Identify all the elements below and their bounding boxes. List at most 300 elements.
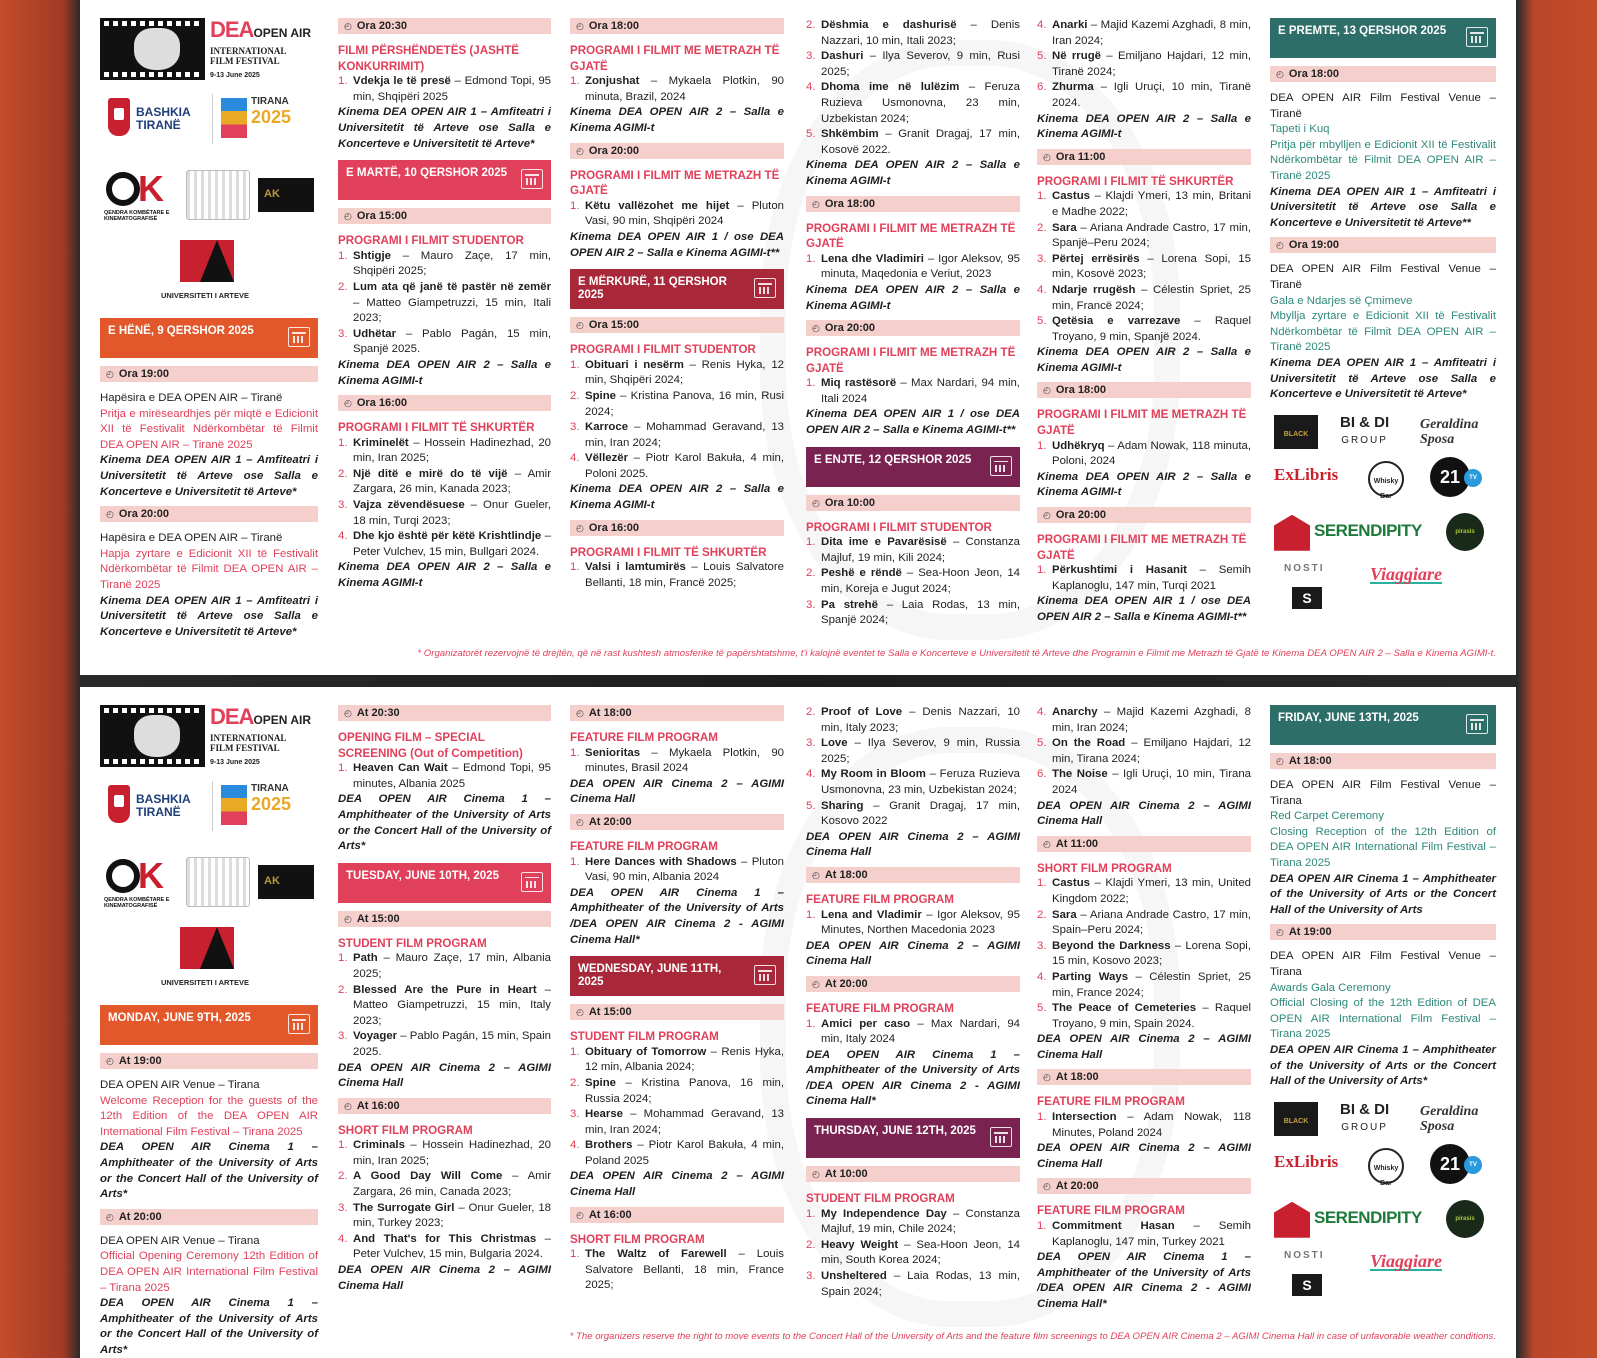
dea-logo-film-festival: FILM FESTIVAL <box>210 56 280 66</box>
film-entry <box>338 1138 551 1169</box>
schedule-panel-english <box>80 687 1516 1358</box>
film-entry <box>570 1138 784 1169</box>
film-entry <box>806 1269 1020 1300</box>
film-details: – Igor Aleksov, 95 Minutes, Northen Macedonia 2023 <box>821 908 1020 937</box>
time-slot: ◴ At 20:00 <box>806 976 1020 992</box>
film-details: – Granit Dragaj, 17 min, Kosovo 2022 <box>821 799 1020 828</box>
ak-logo: AK <box>258 865 314 899</box>
film-entry <box>806 736 1020 767</box>
time-slot: ◴ Ora 18:00 <box>1037 382 1251 398</box>
day-header-wednesday: WEDNESDAY, JUNE 11TH, 2025 <box>570 956 784 996</box>
film-title: Miq rastësorë <box>821 377 897 390</box>
film-number: 1. <box>1037 1220 1047 1233</box>
film-list <box>806 535 1020 629</box>
program-title: PROGRAMI I FILMIT TË SHKURTËR <box>570 545 767 559</box>
film-title: Obituari i nesërm <box>585 358 684 371</box>
film-details: – Klajdi Ymeri, 13 min, Britani e Madhe 2022; <box>1052 190 1251 218</box>
venue-detail: Kinema DEA OPEN AIR 2 – Salla e Kinema AGIMI-t <box>338 561 551 590</box>
film-title: Criminals <box>353 1139 405 1152</box>
program-title: PROGRAMI I FILMIT TË SHKURTËR <box>1037 174 1234 188</box>
film-number: 1. <box>570 199 580 212</box>
ministry-building-logo <box>186 170 250 220</box>
viaggiare-logo: Viaggiare <box>1370 563 1443 584</box>
film-entry <box>338 74 551 105</box>
time-slot: ◴ Ora 16:00 <box>338 395 551 411</box>
program-title: FEATURE FILM PROGRAM <box>1037 1204 1185 1218</box>
film-details: – Célestin Spriet, 25 min, Francë 2024; <box>1052 283 1251 312</box>
film-entry <box>570 855 784 886</box>
venue: DEA OPEN AIR Film Festival Venue – Tiranë <box>1270 263 1496 291</box>
film-number: 1. <box>570 855 580 868</box>
film-title: On the Road <box>1052 737 1126 750</box>
film-list <box>338 951 551 1060</box>
partner-logos <box>100 705 318 997</box>
time-slot: ◴ Ora 18:00 <box>806 196 1020 212</box>
program-title: PROGRAMI I FILMIT ME METRAZH TË GJATË <box>570 168 780 198</box>
film-number: 1. <box>570 1045 580 1058</box>
filmstrip-icon <box>100 18 205 80</box>
film-title: Sara <box>1052 221 1077 234</box>
venue: DEA OPEN AIR Film Festival Venue – Tiranë <box>1270 92 1496 120</box>
film-list <box>806 705 1020 830</box>
dea-logo-text: DEA <box>210 704 254 729</box>
event-title: Hapja zyrtare e Edicionit XII të Festivalit Ndërkombëtar të Filmit DEA OPEN AIR – Tiranë 2025 <box>100 547 318 591</box>
film-number: 4. <box>338 530 348 543</box>
film-number: 2. <box>1037 221 1047 234</box>
film-details: – Edmond Topi, 95 min, Shqipëri 2025 <box>353 75 551 103</box>
time-slot: ◴ Ora 11:00 <box>1037 149 1251 165</box>
day-header-wednesday: E MËRKURË, 11 QERSHOR 2025 <box>570 269 784 309</box>
film-entry <box>806 535 1020 566</box>
film-list <box>570 1045 784 1170</box>
film-title: Dëshmia e dashurisë <box>821 19 957 31</box>
sponsor-logos <box>1270 415 1496 615</box>
column-5 <box>1037 705 1251 1313</box>
venue-detail: DEA OPEN AIR Cinema 2 – AGIMI Cinema Hall <box>806 830 1020 859</box>
film-number: 1. <box>570 1248 580 1261</box>
whisky-bar-logo: Whisky Bar <box>1368 1148 1404 1184</box>
film-entry <box>570 74 784 105</box>
film-title: Kriminelët <box>353 436 409 449</box>
film-title: My Independence Day <box>821 1207 947 1220</box>
time-slot: ◴ At 16:00 <box>570 1207 784 1223</box>
film-entry <box>570 1076 784 1107</box>
program-title: SHORT FILM PROGRAM <box>570 1232 705 1246</box>
event-subtitle: Gala e Ndarjes së Çmimeve <box>1270 294 1413 307</box>
film-title: Lena and Vladimir <box>821 908 922 921</box>
film-entry <box>338 1029 551 1060</box>
calendar-icon <box>521 169 543 189</box>
film-entry <box>806 598 1020 629</box>
film-entry <box>338 983 551 1030</box>
film-entry <box>570 451 784 482</box>
qkk-text: QENDRA KOMBËTARE E KINEMATOGRAFISË <box>104 210 170 222</box>
film-details: – Onur Gueler, 18 min, Turqi 2023; <box>353 499 551 527</box>
day-header-tuesday: E MARTË, 10 QERSHOR 2025 <box>338 160 551 200</box>
film-title: Këtu vallëzohet me hijet <box>585 199 730 212</box>
time-slot: ◴ At 18:00 <box>1270 753 1496 769</box>
venue-detail: Kinema DEA OPEN AIR 1 – Amfiteatri i Universitetit të Arteve ose Salla e Koncerteve e Universitetit të Arteve* <box>100 594 318 638</box>
venue-detail: DEA OPEN AIR Cinema 2 – AGIMI Cinema Hall <box>1037 1033 1251 1061</box>
film-number: 3. <box>338 1201 348 1214</box>
film-list <box>570 560 784 591</box>
venue-detail: DEA OPEN AIR Cinema 1 – Amphitheater of the University of Arts or the Concert Hall of the University of Arts* <box>100 1141 318 1201</box>
film-number: 2. <box>338 983 348 996</box>
film-entry <box>338 761 551 792</box>
film-title: Path <box>353 952 378 965</box>
venue-detail: DEA OPEN AIR Cinema 2 – AGIMI Cinema Hall <box>570 1170 784 1199</box>
footnote: * The organizers reserve the right to move events to the Concert Hall of the University of Arts and the feature film screenings to DEA OPEN AIR Cinema 2 – AGIMI Cinema Hall in case of unfavorable weather conditions. <box>569 1331 1496 1342</box>
film-number: 1. <box>1037 1111 1047 1124</box>
bidi-group-logo: BI & DI GROUP <box>1340 413 1390 446</box>
film-title: My Room in Bloom <box>821 768 926 781</box>
film-title: Përkushtimi i Hasanit <box>1052 564 1187 577</box>
film-title: Zhurma <box>1052 81 1094 94</box>
film-details: – Peter Vulchev, 15 min, Bullgari 2024. <box>353 530 552 558</box>
universiteti-arteve-logo <box>150 240 260 306</box>
film-number: 3. <box>570 421 580 434</box>
film-entry <box>1037 736 1251 767</box>
film-title: Karroce <box>585 421 629 434</box>
film-details: – Raquel Troyano, 9 min, Spanjë 2024. <box>1052 315 1251 343</box>
day-header-thursday: E ENJTE, 12 QERSHOR 2025 <box>806 447 1020 487</box>
film-entry <box>806 376 1020 407</box>
sposa-logo: Geraldina Sposa <box>1420 1103 1479 1135</box>
film-details: – Mohammad Geravand, 13 min, Iran 2024; <box>585 1108 784 1136</box>
film-number: 4. <box>1037 19 1047 31</box>
shield-icon <box>108 98 130 136</box>
film-list <box>338 249 551 358</box>
venue-detail: DEA OPEN AIR Cinema 2 – AGIMI Cinema Hall <box>338 1264 551 1292</box>
film-entry <box>806 127 1020 158</box>
film-details: – Renis Hyka, 12 min, Albania 2024; <box>585 1045 784 1074</box>
time-slot: ◴ Ora 18:00 <box>1270 66 1496 82</box>
film-list <box>570 746 784 777</box>
film-title: Beyond the Darkness <box>1052 939 1171 952</box>
film-list <box>338 436 551 561</box>
film-entry <box>1037 1001 1251 1032</box>
event-subtitle: Red Carpet Ceremony <box>1270 810 1384 823</box>
capital-text: TIRANA <box>251 783 289 794</box>
venue-detail: Kinema DEA OPEN AIR 2 – Salla e Kinema AGIMI-t <box>1037 470 1251 499</box>
time-slot: ◴ At 16:00 <box>338 1098 551 1114</box>
film-entry <box>338 529 551 560</box>
venue-detail: Kinema DEA OPEN AIR 2 – Salla e Kinema AGIMI-t <box>338 358 551 387</box>
film-entry <box>1037 970 1251 1001</box>
film-title: Peshë e rëndë <box>821 567 902 580</box>
film-entry <box>806 49 1020 80</box>
film-details: – Semih Kaplanoglu, 147 min, Turkey 2021 <box>1052 1220 1252 1248</box>
calendar-icon <box>288 327 310 347</box>
film-entry <box>570 560 784 591</box>
film-details: – Amir Zargara, 26 min, Kanada 2023; <box>353 467 551 496</box>
film-entry <box>338 1201 551 1232</box>
film-title: Voyager <box>353 1030 398 1043</box>
program-title: PROGRAMI I FILMIT ME METRAZH TË GJATË <box>806 221 1016 251</box>
film-details: – Emiljano Hajdari, 12 min, Tirana 2024; <box>1052 737 1251 765</box>
film-number: 1. <box>1037 877 1047 890</box>
film-list <box>338 761 551 792</box>
sponsor-logos <box>1270 1102 1496 1302</box>
venue: Hapësira e DEA OPEN AIR – Tiranë <box>100 392 283 404</box>
time-slot: ◴ At 18:00 <box>570 705 784 721</box>
film-entry <box>806 767 1020 798</box>
film-number: 1. <box>806 908 816 921</box>
film-title: Përtej errësirës <box>1052 252 1140 265</box>
pirasis-logo: pirasis <box>1446 513 1484 551</box>
program-title: SHORT FILM PROGRAM <box>1037 861 1172 875</box>
film-number: 4. <box>338 1232 348 1245</box>
film-number: 2. <box>338 1170 348 1183</box>
film-list <box>806 908 1020 939</box>
film-list <box>806 1017 1020 1048</box>
time-slot: ◴ At 15:00 <box>570 1004 784 1020</box>
time-slot: ◴ At 18:00 <box>806 867 1020 883</box>
event-title: Mbyllja zyrtare e Edicionit XII të Festivalit Ndërkombëtar të Filmit DEA OPEN AIR – Tiranë 2025 <box>1270 310 1496 354</box>
sponsor-logo: BLACK <box>1274 1102 1318 1136</box>
venue-detail: Kinema DEA OPEN AIR 1 / ose DEA OPEN AIR 2 – Salla e Kinema AGIMI-t** <box>806 408 1020 437</box>
time-slot: ◴ Ora 19:00 <box>1270 237 1496 253</box>
filmstrip-icon <box>100 705 205 767</box>
calendar-icon <box>754 965 776 985</box>
tirane-text: TIRANË <box>136 118 181 132</box>
film-entry <box>338 1232 551 1263</box>
film-title: Vajza zëvendësuese <box>353 499 465 512</box>
film-number: 3. <box>806 737 816 750</box>
film-title: Unsheltered <box>821 1270 887 1283</box>
column-6 <box>1270 18 1496 615</box>
day-header-tuesday: TUESDAY, JUNE 10TH, 2025 <box>338 863 551 903</box>
program-title: FILMI PËRSHËNDETËS (JASHTË KONKURRIMIT) <box>338 44 520 73</box>
film-entry <box>1037 18 1251 49</box>
film-title: The Peace of Cemeteries <box>1052 1002 1197 1015</box>
film-title: Commitment Hasan <box>1052 1220 1175 1233</box>
program-title: STUDENT FILM PROGRAM <box>806 1192 955 1206</box>
film-details: – Majid Kazemi Azghadi, 8 min, Iran 2024; <box>1052 706 1251 734</box>
film-title: Intersection <box>1052 1111 1117 1124</box>
film-number: 4. <box>570 1139 580 1152</box>
film-entry <box>1037 439 1251 470</box>
film-list <box>570 358 784 483</box>
film-number: 1. <box>806 1017 816 1030</box>
film-details: – Amir Zargara, 26 min, Canada 2023; <box>353 1170 551 1199</box>
column-5 <box>1037 18 1251 626</box>
film-details: – Ilya Severov, 9 min, Rusi 2025; <box>821 50 1020 78</box>
film-number: 4. <box>570 452 580 465</box>
time-slot: ◴ Ora 15:00 <box>338 208 551 224</box>
film-number: 3. <box>570 1108 580 1121</box>
film-number: 3. <box>338 499 348 512</box>
film-list <box>1037 705 1251 799</box>
venue: Hapësira e DEA OPEN AIR – Tiranë <box>100 532 283 545</box>
time-slot: ◴ Ora 18:00 <box>570 18 784 34</box>
program-title: STUDENT FILM PROGRAM <box>570 1030 719 1044</box>
time-slot: ◴ At 19:00 <box>100 1053 318 1069</box>
film-number: 4. <box>806 768 816 781</box>
film-details: – Ilya Severov, 9 min, Russia 2025; <box>821 737 1020 765</box>
film-list <box>338 1138 551 1263</box>
column-4 <box>806 705 1020 1300</box>
film-details: – Raquel Troyano, 9 min, Spain 2024. <box>1052 1002 1251 1030</box>
film-entry <box>806 566 1020 597</box>
universiteti-arteve-logo <box>150 927 260 993</box>
film-details: – Igor Aleksov, 95 minuta, Maqedonia e Veriut, 2023 <box>821 252 1020 281</box>
film-details: – Mauro Zaçe, 17 min, Shqipëri 2025; <box>353 249 551 278</box>
film-entry <box>1037 939 1251 970</box>
film-number: 1. <box>1037 564 1047 577</box>
film-title: Sara <box>1052 908 1077 921</box>
film-title: Një ditë e mirë do të vijë <box>353 467 508 480</box>
film-details: – Granit Dragaj, 17 min, Kosovë 2022. <box>821 128 1020 156</box>
film-title: And That's for This Christmas <box>353 1232 537 1245</box>
event-title: Official Opening Ceremony 12th Edition of DEA OPEN AIR International Film Festival – Tirana 2025 <box>100 1250 318 1294</box>
film-details: – Laia Rodas, 13 min, Spanjë 2024; <box>821 598 1020 627</box>
film-number: 5. <box>806 128 816 141</box>
film-entry <box>1037 314 1251 345</box>
film-entry <box>1037 908 1251 939</box>
film-entry <box>1037 767 1251 798</box>
program-title: SHORT FILM PROGRAM <box>338 1123 473 1137</box>
film-title: Spine <box>585 1076 617 1089</box>
bashkia-tirane-logo <box>108 96 203 140</box>
dea-logo <box>100 18 315 82</box>
capital-year: 2025 <box>251 106 292 127</box>
film-details: – Pablo Pagán, 15 min, Spanjë 2025. <box>353 327 551 356</box>
film-title: Anarchy <box>1052 706 1098 718</box>
film-details: – Sea-Hoon Jeon, 14 min, Koreja e Jugut 2024; <box>821 567 1020 596</box>
film-entry <box>806 1207 1020 1238</box>
venue-detail: Kinema DEA OPEN AIR 2 – Salla e Kinema AGIMI-t <box>1037 346 1251 374</box>
column-2 <box>338 18 551 592</box>
film-number: 2. <box>806 19 816 31</box>
time-slot: ◴ Ora 16:00 <box>570 520 784 536</box>
day-header-thursday: THURSDAY, JUNE 12TH, 2025 <box>806 1118 1020 1158</box>
film-number: 2. <box>570 1076 580 1089</box>
time-slot: ◴ At 11:00 <box>1037 836 1251 852</box>
film-entry <box>570 1247 784 1294</box>
venue-detail: Kinema DEA OPEN AIR 2 – Salla e Kinema AGIMI-t <box>570 106 784 134</box>
venue-detail: Kinema DEA OPEN AIR 2 – Salla e Kinema AGIMI-t <box>1037 112 1251 141</box>
tirane-text: TIRANË <box>136 805 181 819</box>
film-list <box>1037 439 1251 470</box>
film-list <box>1037 1219 1251 1250</box>
film-details: – Max Nardari, 94 min, Italy 2024 <box>821 1017 1020 1046</box>
time-slot: ◴ At 15:00 <box>338 911 551 927</box>
time-slot: ◴ At 20:00 <box>100 1209 318 1225</box>
film-list <box>806 376 1020 407</box>
film-number: 2. <box>806 706 816 718</box>
film-details: – Hossein Hadinezhad, 20 min, Iran 2025; <box>353 1139 551 1167</box>
film-entry <box>570 199 784 230</box>
program-title: FEATURE FILM PROGRAM <box>570 731 718 744</box>
ua-mark-icon <box>180 927 234 969</box>
ak-logo: AK <box>258 178 314 212</box>
film-entry <box>570 1107 784 1138</box>
event-title: Closing Reception of the 12th Edition of DEA OPEN AIR International Film Festival – Tirana 2025 <box>1270 825 1496 869</box>
film-details: – Pluton Vasi, 90 min, Shqipëri 2024 <box>585 199 784 228</box>
film-details: – Feruza Ruzieva Usmonovna, 23 min, Uzbekistan 2024; <box>821 768 1020 796</box>
film-entry <box>338 951 551 982</box>
film-number: 5. <box>1037 737 1047 750</box>
film-number: 6. <box>1037 768 1047 781</box>
film-list <box>570 1247 784 1294</box>
serendipity-logo: SERENDIPITY <box>1314 1207 1422 1227</box>
film-details: – Denis Nazzari, 10 min, Itali 2023; <box>821 19 1020 47</box>
film-title: Shtigje <box>353 249 391 262</box>
film-number: 1. <box>570 746 580 759</box>
film-number: 3. <box>1037 939 1047 952</box>
film-details: – Matteo Giampetruzzi, 15 min, Itali 2023; <box>353 296 551 325</box>
sposa-logo: Geraldina Sposa <box>1420 416 1479 448</box>
film-details: – Semih Kaplanoglu, 147 min, Turqi 2021 <box>1052 564 1252 592</box>
calendar-icon <box>1466 714 1488 734</box>
time-slot: ◴ At 19:00 <box>1270 924 1496 940</box>
film-title: Brothers <box>585 1139 633 1152</box>
film-number: 2. <box>1037 908 1047 921</box>
film-number: 4. <box>1037 283 1047 296</box>
film-number: 5. <box>1037 1002 1047 1015</box>
film-number: 2. <box>806 567 816 580</box>
film-details: – Sea-Hoon Jeon, 14 min, South Korea 2024; <box>821 1238 1021 1267</box>
nosti-logo: NOSTI <box>1284 562 1325 574</box>
film-details: – Peter Vulchev, 15 min, Bulgaria 2024. <box>353 1232 551 1261</box>
film-number: 3. <box>806 1270 816 1283</box>
film-entry <box>1037 1110 1251 1141</box>
bashkia-text: BASHKIA <box>136 105 191 119</box>
film-number: 1. <box>570 561 580 574</box>
film-entry <box>1037 1219 1251 1250</box>
program-title: PROGRAMI I FILMIT TË SHKURTËR <box>338 421 535 435</box>
column-6 <box>1270 705 1496 1302</box>
film-details: – Kristina Panova, 16 min, Rusi 2024; <box>585 389 784 418</box>
film-entry <box>806 252 1020 283</box>
dea-logo <box>100 705 315 769</box>
calendar-icon <box>521 872 543 892</box>
program-title: PROGRAMI I FILMIT STUDENTOR <box>806 520 992 534</box>
film-entry <box>338 467 551 498</box>
column-3 <box>570 705 784 1294</box>
film-title: Castus <box>1052 877 1090 890</box>
footnote: * Organizatorët rezervojnë të drejtën, që në rast kushtesh atmosferike të papërshtatshme, t'i kalojnë eventet te Salla e Koncerteve e Universitetit të Arteve dhe Programin e Filmit me Metrazh të Gjatë te Kinema DEA OPEN AIR 2 – Salla e Kinema AGIMI-t. <box>417 648 1496 659</box>
film-title: Blessed Are the Pure in Heart <box>353 983 537 996</box>
event-title: Pritja e mirëseardhjes për miqtë e Edicionit XII të Festivalit Ndërkombëtar të Filmit DEA OPEN AIR – Tiranë 2025 <box>100 407 318 451</box>
film-details: – Mykaela Plotkin, 90 minuta, Brazil, 2024 <box>585 75 784 103</box>
film-title: Zonjushat <box>585 75 640 88</box>
time-slot: ◴ Ora 20:00 <box>806 320 1020 336</box>
film-details: – Constanza Majluf, 19 min, Kili 2024; <box>821 536 1020 564</box>
column-4 <box>806 18 1020 629</box>
venue-detail: Kinema DEA OPEN AIR 1 / ose DEA OPEN AIR 2 – Salla e Kinema AGIMI-t** <box>1037 595 1251 623</box>
film-number: 4. <box>1037 706 1047 718</box>
day-header-monday: E HËNË, 9 QERSHOR 2025 <box>100 318 318 358</box>
film-entry <box>338 436 551 467</box>
bidi-group-logo: BI & DI GROUP <box>1340 1100 1390 1133</box>
venue: DEA OPEN AIR Film Festival Venue – Tirana <box>1270 950 1496 978</box>
ministry-building-logo <box>186 857 250 907</box>
color-blocks-icon <box>221 98 247 138</box>
film-details: – Mohammad Geravand, 13 min, Iran 2024; <box>585 421 784 449</box>
film-entry <box>806 80 1020 127</box>
program-title: OPENING FILM – SPECIAL SCREENING (Out of Competition) <box>338 731 523 760</box>
film-entry <box>1037 283 1251 314</box>
film-entry <box>806 705 1020 736</box>
time-slot: ◴ Ora 19:00 <box>100 366 318 382</box>
bashkia-text: BASHKIA <box>136 792 191 806</box>
venue-detail: DEA OPEN AIR Cinema 1 – Amphitheater of the University of Arts or the Concert Hall of the University of Arts* <box>100 1297 318 1356</box>
film-number: 2. <box>806 1238 816 1251</box>
time-slot: ◴ At 10:00 <box>806 1166 1020 1182</box>
film-details: – Emiljano Hajdari, 12 min, Tiranë 2024; <box>1052 50 1252 78</box>
